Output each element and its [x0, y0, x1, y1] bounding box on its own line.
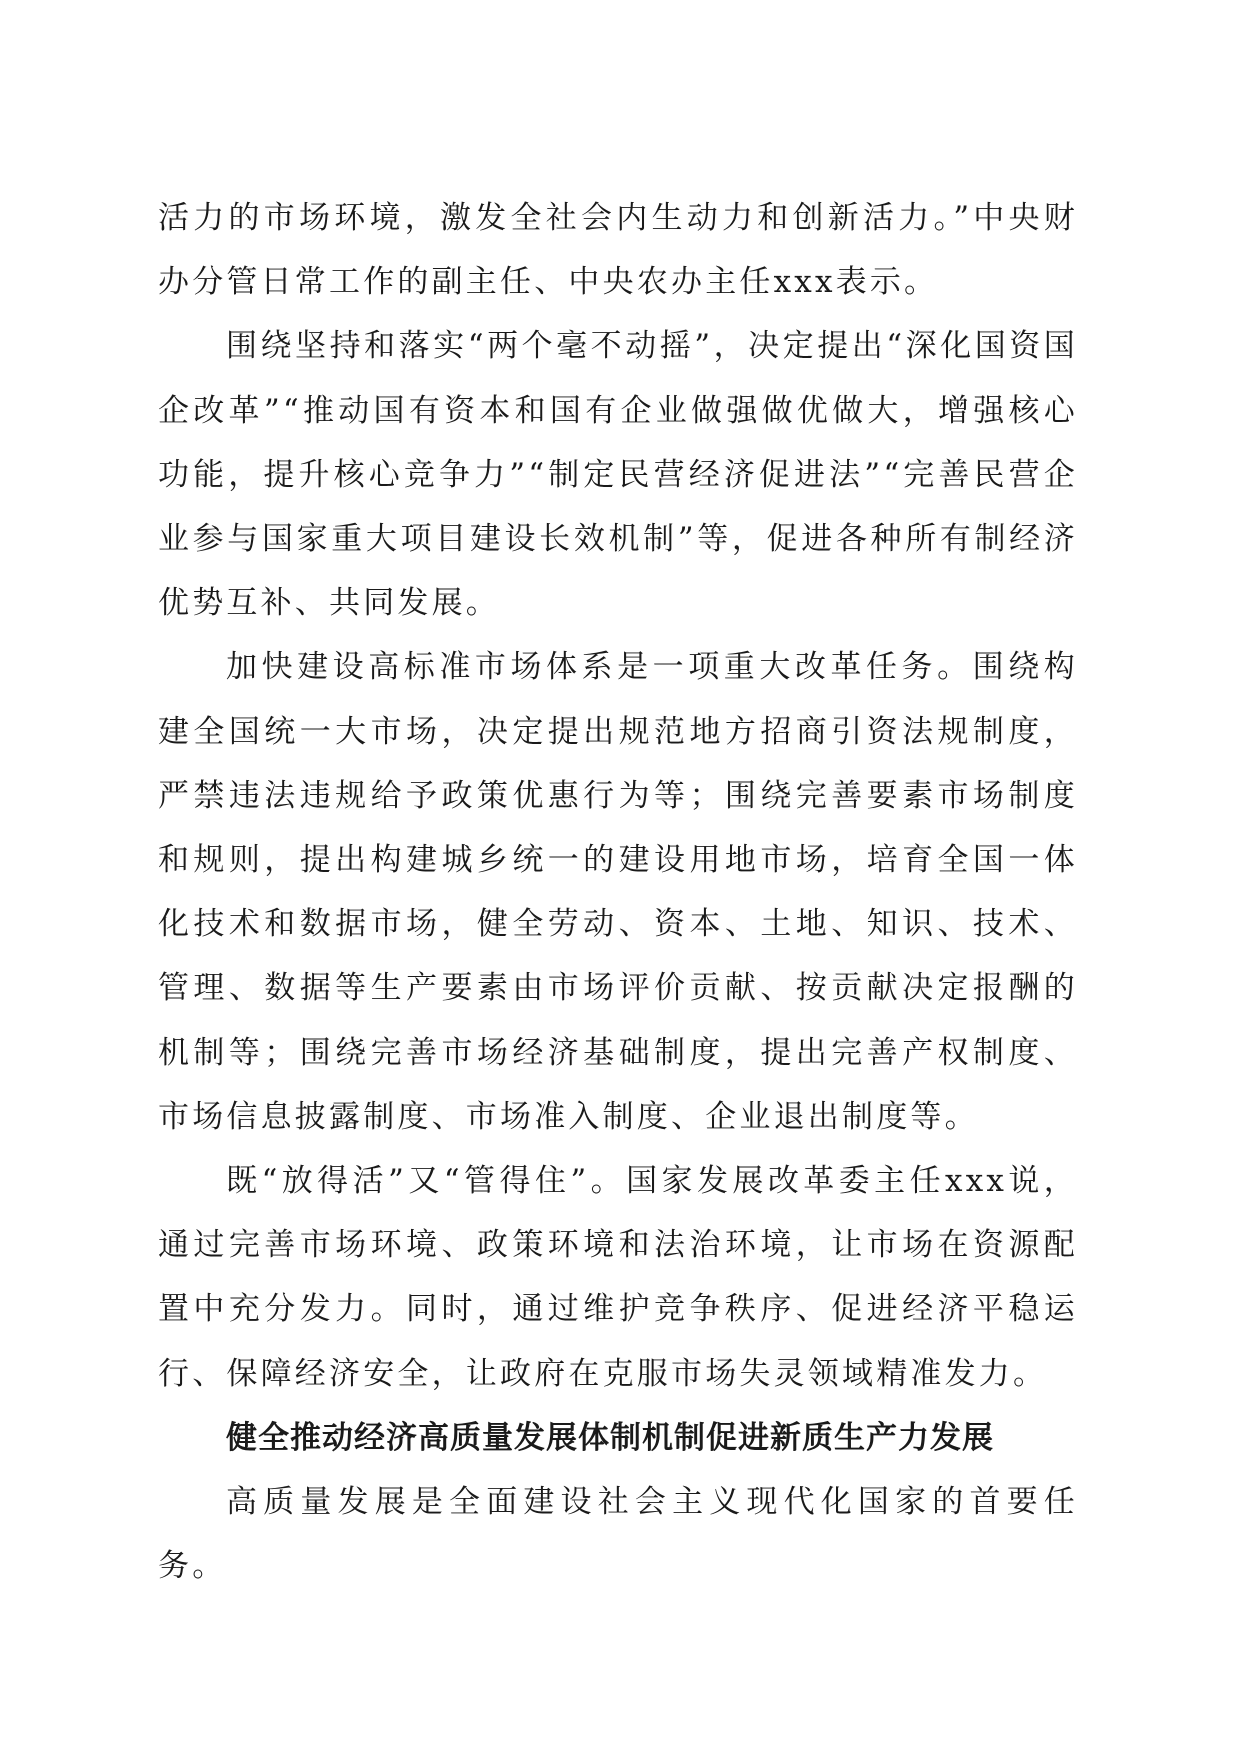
paragraph-market-system: 加快建设高标准市场体系是一项重大改革任务。围绕构建全国统一大市场，决定提出规范地方招商引资法规制度，严禁违法违规给予政策优惠行为等；围绕完善要素市场制度和规则，提出构建城乡统一的建设用地市场，培育全国一体化技术和数据市场，健全劳动、资本、土地、知识、技术、管理、数据等生产要素由市场评价贡献、按贡献决定报酬的机制等；围绕完善市场经济基础制度，提出完善产权制度、市场信息披露制度、市场准入制度、企业退出制度等。: [158, 649, 1078, 1135]
paragraph-two-unwavering: 围绕坚持和落实“两个毫不动摇”，决定提出“深化国资国企改革”“推动国有资本和国有企业做强做优做大，增强核心功能，提升核心竞争力”“制定民营经济促进法”“完善民营企业参与国家重大项目建设长效机制”等，促进各种所有制经济优势互补、共同发展。: [158, 328, 1078, 622]
section-heading: 健全推动经济高质量发展体制机制促进新质生产力发展: [226, 1419, 994, 1456]
document-body: [158, 186, 1078, 1598]
paragraph-continued: 活力的市场环境，激发全社会内生动力和创新活力。”中央财办分管日常工作的副主任、中央农办主任xxx表示。: [158, 200, 1078, 301]
paragraph-high-quality: 高质量发展是全面建设社会主义现代化国家的首要任务。: [158, 1484, 1078, 1585]
paragraph-market-government: 既“放得活”又“管得住”。国家发展改革委主任xxx说，通过完善市场环境、政策环境和法治环境，让市场在资源配置中充分发力。同时，通过维护竞争秩序、促进经济平稳运行、保障经济安全，让政府在克服市场失灵领域精准发力。: [158, 1163, 1078, 1392]
